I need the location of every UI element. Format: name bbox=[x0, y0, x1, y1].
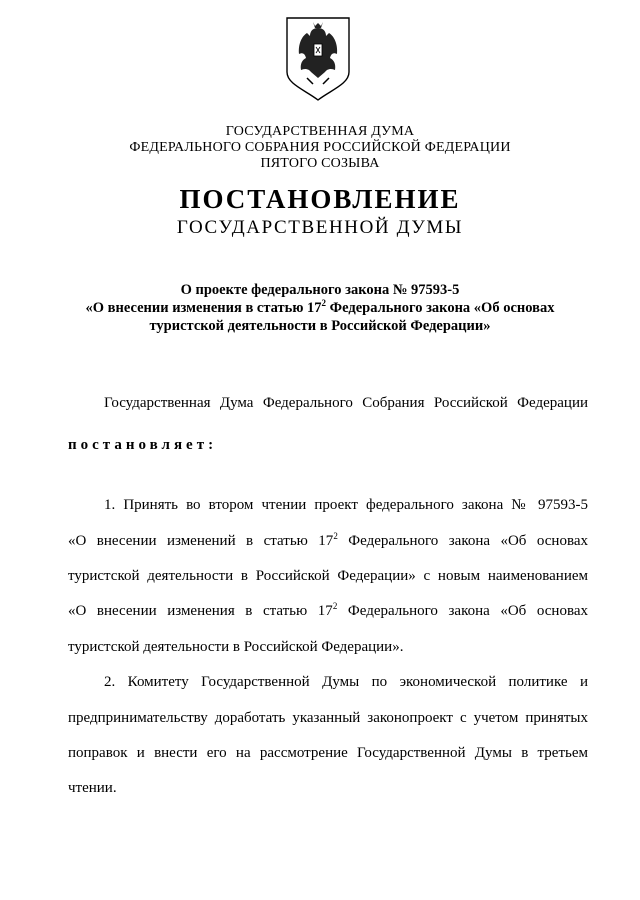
header-line-convocation: ПЯТОГО СОЗЫВА bbox=[260, 156, 380, 171]
item2-line-1: 2. Комитету Государственной Думы по экономической политике и bbox=[104, 674, 588, 690]
item2-line-3: поправок и внести его на рассмотрение Государственной Думы в третьем bbox=[68, 745, 588, 761]
header-line-assembly: ФЕДЕРАЛЬНОГО СОБРАНИЯ РОССИЙСКОЙ ФЕДЕРАЦИИ bbox=[129, 140, 511, 155]
item2-line-2: предпринимательству доработать указанный законопроект с учетом принятых bbox=[68, 710, 588, 726]
coat-of-arms-emblem bbox=[283, 14, 353, 102]
subject-line-1: О проекте федерального закона № 97593-5 bbox=[180, 282, 460, 298]
subject-line-3: туристской деятельности в Российской Федерации» bbox=[149, 318, 491, 334]
item1-line-2: «О внесении изменений в статью $17^2$ Федерального закона «Об основах bbox=[68, 531, 588, 549]
resolution-subject bbox=[0, 281, 640, 335]
subject-line-2: «О внесении изменения в статью $17^2$ Федерального закона «Об основах bbox=[85, 298, 555, 316]
document-title: ПОСТАНОВЛЕНИЕ bbox=[179, 184, 461, 214]
item1-line-1: 1. Принять во втором чтении проект федерального закона № 97593-5 bbox=[104, 497, 588, 513]
item1-line-3: туристской деятельности в Российской Федерации» с новым наименованием bbox=[68, 568, 588, 584]
header-line-duma: ГОСУДАРСТВЕННАЯ ДУМА bbox=[225, 124, 415, 139]
document-subtitle: ГОСУДАРСТВЕННОЙ ДУМЫ bbox=[176, 217, 464, 238]
item2-line-4: чтении. bbox=[68, 780, 117, 796]
issuer-header bbox=[0, 124, 640, 172]
item1-line-4: «О внесении изменения в статью $17^2$ Федерального закона «Об основах bbox=[68, 601, 588, 619]
preamble-line-1: Государственная Дума Федерального Собрания Российской Федерации bbox=[104, 395, 588, 411]
preamble-verb: постановляет: bbox=[68, 437, 218, 453]
item1-line-5: туристской деятельности в Российской Федерации». bbox=[68, 639, 404, 655]
